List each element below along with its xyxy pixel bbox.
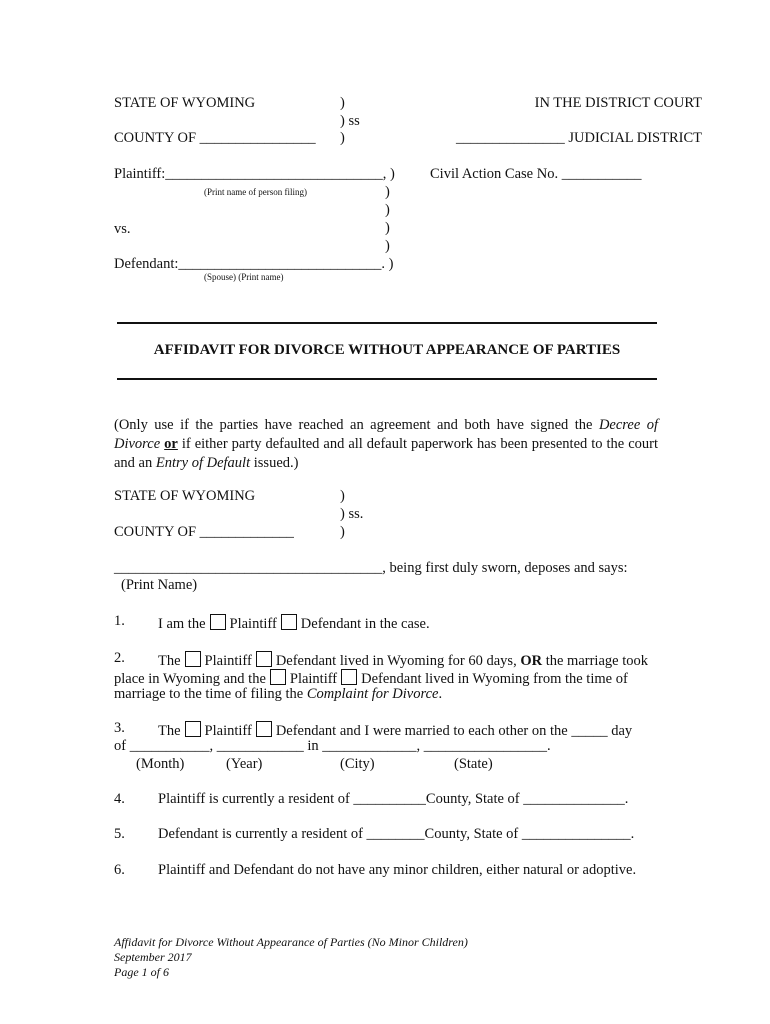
item-3-number: 3. bbox=[114, 720, 125, 736]
judicial-district: _______________ JUDICIAL DISTRICT bbox=[456, 130, 702, 146]
plaintiff-note: (Print name of person filing) bbox=[204, 187, 307, 197]
year-label: (Year) bbox=[226, 756, 263, 772]
sworn-line: _____________________________________, being first duly sworn, deposes and says: bbox=[114, 560, 628, 576]
item-3-line-1: The Plaintiff Defendant and I were married to each other on the _____ day bbox=[158, 723, 633, 739]
caption-state: STATE OF WYOMING bbox=[114, 95, 256, 111]
state-label: (State) bbox=[454, 756, 493, 772]
civil-action-case-no: Civil Action Case No. ___________ bbox=[430, 166, 642, 182]
court-name: IN THE DISTRICT COURT bbox=[534, 95, 702, 111]
footer-page: Page 1 of 6 bbox=[114, 965, 169, 979]
item-2-line-1: The Plaintiff Defendant lived in Wyoming for 60 days, OR the marriage took bbox=[158, 653, 648, 669]
city-label: (City) bbox=[340, 756, 375, 772]
venue-ss: ) ss. bbox=[340, 506, 364, 522]
caption-paren: ) bbox=[340, 95, 345, 111]
defendant-checkbox[interactable] bbox=[281, 614, 297, 630]
venue-state: STATE OF WYOMING bbox=[114, 488, 256, 504]
title-rule-top bbox=[117, 322, 657, 324]
caption-paren: ) bbox=[385, 238, 390, 254]
item-4: Plaintiff is currently a resident of __________County, State of ______________. bbox=[158, 791, 629, 807]
item-5-number: 5. bbox=[114, 826, 125, 842]
plaintiff-checkbox[interactable] bbox=[210, 614, 226, 630]
item-6: Plaintiff and Defendant do not have any minor children, either natural or adoptive. bbox=[158, 862, 637, 878]
vs-label: vs. bbox=[114, 221, 131, 237]
item-2-number: 2. bbox=[114, 650, 125, 666]
defendant-line: Defendant:____________________________. ) bbox=[114, 256, 394, 272]
item-6-number: 6. bbox=[114, 862, 125, 878]
caption-paren: ) bbox=[340, 130, 345, 146]
caption-ss: ) ss bbox=[340, 113, 360, 129]
caption-county: COUNTY OF ________________ bbox=[114, 130, 316, 146]
plaintiff-checkbox[interactable] bbox=[185, 651, 201, 667]
footer-title: Affidavit for Divorce Without Appearance of Parties (No Minor Children) bbox=[114, 935, 468, 949]
footer-date: September 2017 bbox=[114, 950, 192, 964]
item-3-line-2: of ___________, ____________ in _____________, _________________. bbox=[114, 738, 551, 754]
defendant-checkbox[interactable] bbox=[256, 721, 272, 737]
plaintiff-line: Plaintiff:______________________________, ) bbox=[114, 166, 395, 182]
caption-paren: ) bbox=[385, 202, 390, 218]
item-5: Defendant is currently a resident of ________County, State of _______________. bbox=[158, 826, 635, 842]
document-title: AFFIDAVIT FOR DIVORCE WITHOUT APPEARANCE OF PARTIES bbox=[153, 342, 621, 358]
defendant-checkbox[interactable] bbox=[256, 651, 272, 667]
item-1-number: 1. bbox=[114, 613, 125, 629]
venue-paren: ) bbox=[340, 488, 345, 504]
venue-paren: ) bbox=[340, 524, 345, 540]
month-label: (Month) bbox=[136, 756, 185, 772]
caption-paren: ) bbox=[385, 184, 390, 200]
item-4-number: 4. bbox=[114, 791, 125, 807]
plaintiff-checkbox[interactable] bbox=[185, 721, 201, 737]
intro-paragraph: (Only use if the parties have reached an agreement and both have signed the Decree of Divorce or if either party defaulted and all default paperwork has been presented to the court and an Entry of Default issued.) bbox=[114, 417, 659, 471]
defendant-note: (Spouse) (Print name) bbox=[204, 272, 284, 282]
item-1: I am the Plaintiff Defendant in the case. bbox=[158, 616, 430, 632]
print-name-label: (Print Name) bbox=[121, 577, 198, 593]
plaintiff-checkbox[interactable] bbox=[270, 669, 286, 685]
defendant-checkbox[interactable] bbox=[341, 669, 357, 685]
item-2-line-2: place in Wyoming and the Plaintiff Defendant lived in Wyoming from the time of bbox=[114, 671, 628, 687]
caption-paren: ) bbox=[385, 220, 390, 236]
venue-county: COUNTY OF _____________ bbox=[114, 524, 294, 540]
item-2-line-3: marriage to the time of filing the Complaint for Divorce. bbox=[114, 686, 443, 702]
title-rule-bottom bbox=[117, 378, 657, 380]
